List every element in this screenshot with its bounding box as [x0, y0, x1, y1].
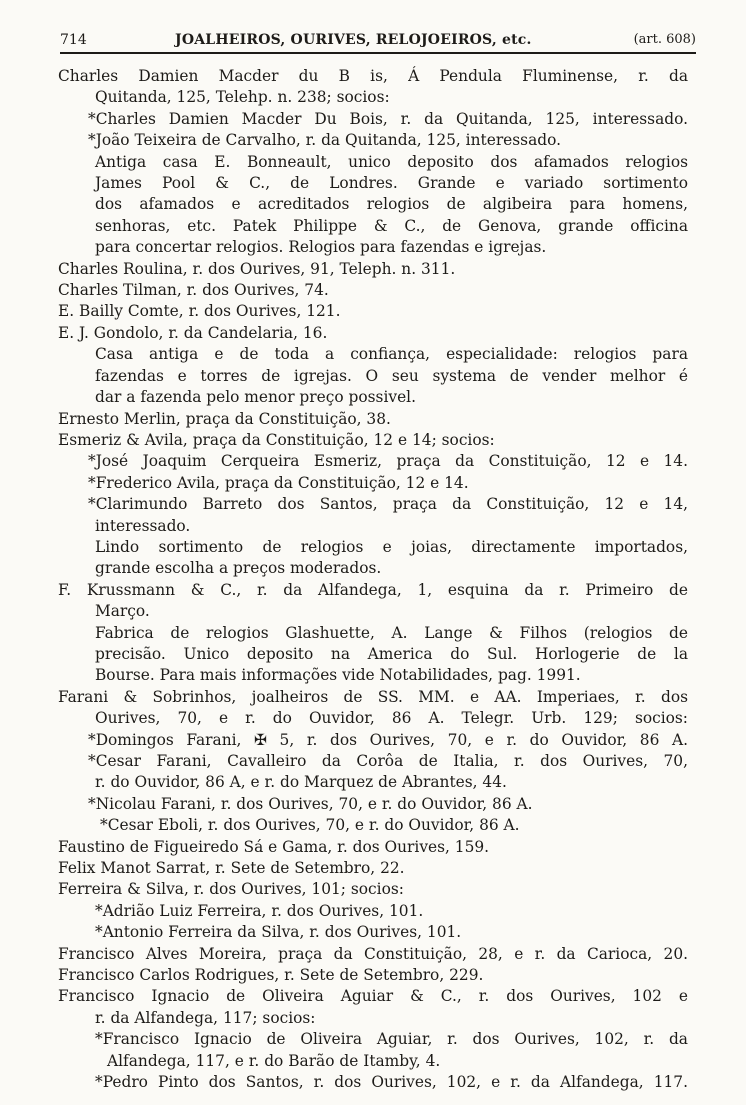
article-reference: (art. 608) [633, 32, 696, 47]
entry-line: *Charles Damien Macder Du Bois, r. da Quitanda, 125, interessado. [88, 109, 688, 128]
entry-line: Esmeriz & Avila, praça da Constituição, 12 e 14; socios: [58, 430, 495, 449]
entry-line: Faustino de Figueiredo Sá e Gama, r. dos Ourives, 159. [58, 837, 490, 856]
entry-line: James Pool & C., de Londres. Grande e variado sortimento [95, 174, 688, 193]
entry-line: *Frederico Avila, praça da Constituição, 12 e 14. [88, 473, 469, 492]
entry-line: Fabrica de relogios Glashuette, A. Lange & Filhos (relogios de [95, 623, 688, 642]
entry-line: *José Joaquim Cerqueira Esmeriz, praça da Constituição, 12 e 14. [88, 452, 688, 471]
entry-line: Março. [95, 602, 150, 621]
entry-line: Ferreira & Silva, r. dos Ourives, 101; socios: [58, 880, 404, 899]
entry-line: Lindo sortimento de relogios e joias, directamente importados, [95, 537, 688, 556]
entry-line: r. da Alfandega, 117; socios: [95, 1008, 316, 1027]
entry-line: precisão. Unico deposito na America do Sul. Horlogerie de la [95, 644, 688, 663]
entry-line: *Pedro Pinto dos Santos, r. dos Ourives, 102, e r. da Alfandega, 117. [95, 1073, 688, 1092]
entry-line: *Clarimundo Barreto dos Santos, praça da Constituição, 12 e 14, [88, 495, 688, 514]
entry-line: Felix Manot Sarrat, r. Sete de Setembro, 22. [58, 859, 405, 878]
entry-line: senhoras, etc. Patek Philippe & C., de Genova, grande officina [95, 216, 688, 235]
entry-line: Ernesto Merlin, praça da Constituição, 38. [58, 409, 391, 428]
entry-line: para concertar relogios. Relogios para fazendas e igrejas. [95, 238, 547, 257]
entry-line: Ourives, 70, e r. do Ouvidor, 86 A. Telegr. Urb. 129; socios: [95, 709, 688, 728]
page-header [60, 30, 696, 54]
running-title: JOALHEIROS, OURIVES, RELOJOEIROS, etc. [175, 32, 532, 48]
entry-line: F. Krussmann & C., r. da Alfandega, 1, esquina da r. Primeiro de [58, 580, 688, 599]
entry-line: *Adrião Luiz Ferreira, r. dos Ourives, 101. [95, 901, 424, 920]
entry-line: *Antonio Ferreira da Silva, r. dos Ourives, 101. [95, 923, 462, 942]
entry-line: E. Bailly Comte, r. dos Ourives, 121. [58, 302, 341, 321]
entry-line: grande escolha a preços moderados. [95, 559, 382, 578]
entry-line: E. J. Gondolo, r. da Candelaria, 16. [58, 323, 328, 342]
entry-line: *João Teixeira de Carvalho, r. da Quitanda, 125, interessado. [88, 131, 561, 150]
page-number: 714 [60, 32, 87, 48]
entry-line: dos afamados e acreditados relogios de algibeira para homens, [95, 195, 688, 214]
entry-line: Bourse. Para mais informações vide Notabilidades, pag. 1991. [95, 666, 581, 685]
entry-line: *Francisco Ignacio de Oliveira Aguiar, r. dos Ourives, 102, r. da [95, 1030, 688, 1049]
entry-line: Charles Tilman, r. dos Ourives, 74. [58, 281, 329, 300]
entry-line: interessado. [95, 516, 191, 535]
entry-line: Farani & Sobrinhos, joalheiros de SS. MM. e AA. Imperiaes, r. dos [58, 687, 688, 706]
entry-line: Antiga casa E. Bonneault, unico deposito dos afamados relogios [95, 152, 688, 171]
entry-line: *Cesar Eboli, r. dos Ourives, 70, e r. do Ouvidor, 86 A. [100, 816, 520, 835]
entry-line: dar a fazenda pelo menor preço possivel. [95, 388, 416, 407]
entry-line: *Domingos Farani, ✠ 5, r. dos Ourives, 70, e r. do Ouvidor, 86 A. [88, 730, 688, 749]
entry-line: Francisco Ignacio de Oliveira Aguiar & C., r. dos Ourives, 102 e [58, 987, 688, 1006]
entry-line: Charles Damien Macder du B is, Á Pendula Fluminense, r. da [58, 67, 688, 85]
entry-line: Quitanda, 125, Telehp. n. 238; socios: [95, 88, 390, 107]
entry-line: Francisco Alves Moreira, praça da Constituição, 28, e r. da Carioca, 20. [58, 944, 688, 963]
entry-line: *Nicolau Farani, r. dos Ourives, 70, e r. do Ouvidor, 86 A. [88, 794, 533, 813]
entry-line: fazendas e torres de igrejas. O seu systema de vender melhor é [95, 366, 688, 385]
entry-line: Casa antiga e de toda a confiança, especialidade: relogios para [95, 345, 688, 364]
entry-line: Francisco Carlos Rodrigues, r. Sete de Setembro, 229. [58, 966, 484, 985]
entry-line: Charles Roulina, r. dos Ourives, 91, Teleph. n. 311. [58, 259, 456, 278]
entry-line: *Cesar Farani, Cavalleiro da Corôa de Italia, r. dos Ourives, 70, [88, 752, 688, 770]
entry-line: Alfandega, 117, e r. do Barão de Itamby, 4. [107, 1051, 441, 1070]
entry-line: r. do Ouvidor, 86 A, e r. do Marquez de Abrantes, 44. [95, 773, 507, 792]
directory-entries [58, 66, 688, 1094]
